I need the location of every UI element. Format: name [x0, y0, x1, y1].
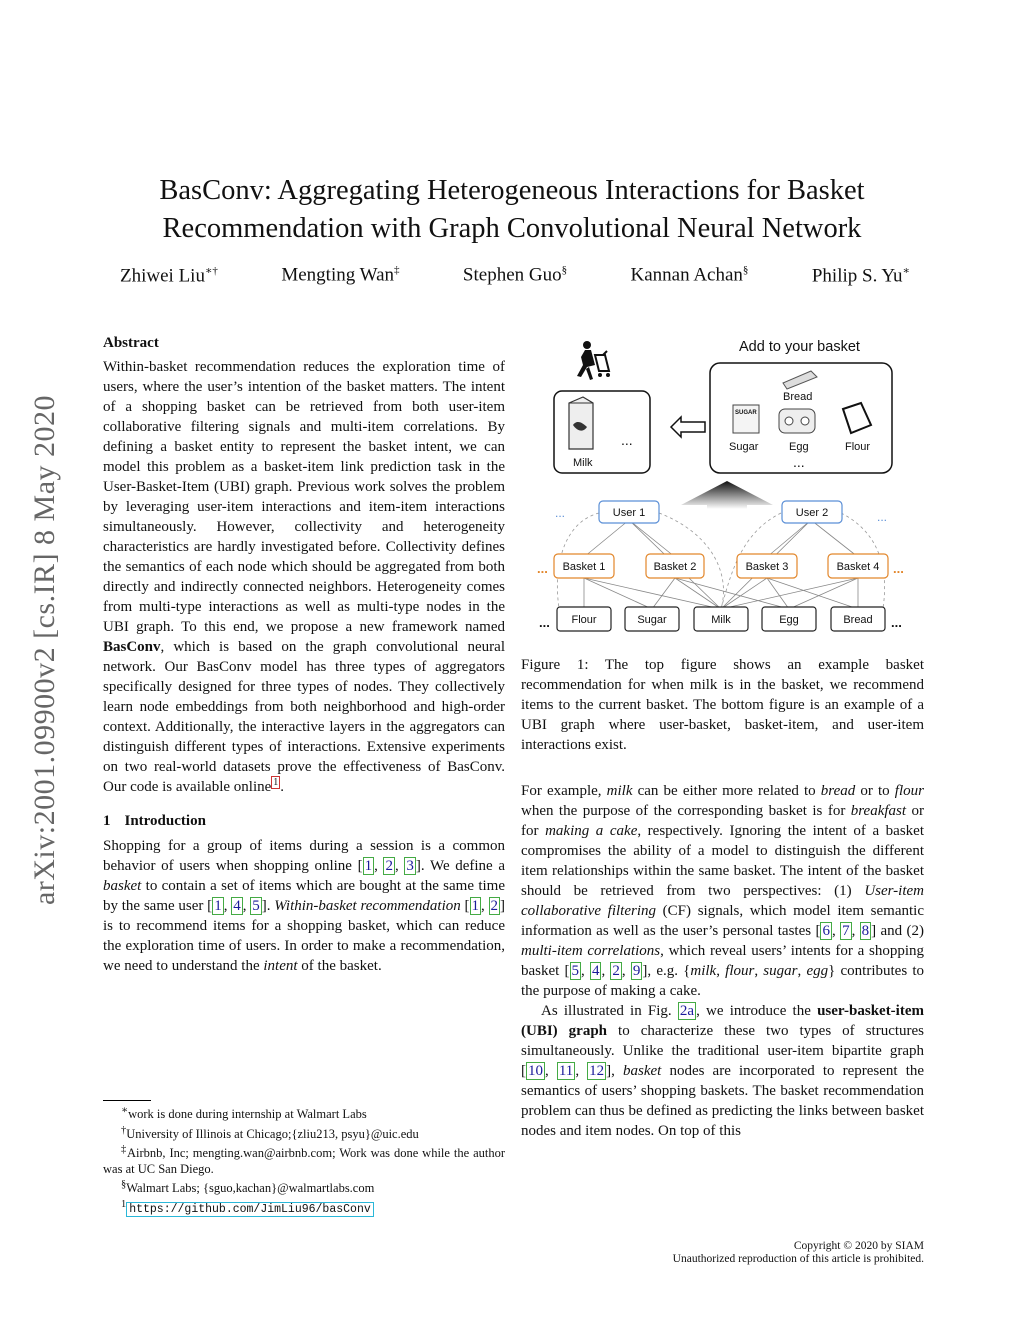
arxiv-side-identifier — [22, 365, 68, 935]
left-arrow-icon — [671, 417, 705, 437]
graph-edges — [584, 520, 858, 609]
code-url-link[interactable]: https://github.com/JimLiu96/basConv — [126, 1202, 374, 1217]
figure-1 — [521, 333, 925, 643]
user-node — [782, 501, 842, 523]
svg-text:Basket 4: Basket 4 — [836, 561, 880, 573]
milk-label: Milk — [573, 457, 593, 469]
ellipsis: ... — [537, 561, 548, 576]
shopper-cart-icon — [577, 341, 610, 380]
add-to-basket-title: Add to your basket — [739, 339, 860, 355]
basket-node — [737, 554, 797, 578]
ellipsis: ... — [891, 615, 902, 630]
footnotes — [103, 1100, 505, 1218]
milk-carton-icon — [569, 397, 593, 449]
citation-link[interactable]: 1 — [364, 858, 373, 874]
citation-link[interactable]: 2 — [612, 963, 620, 979]
citation-link[interactable]: 4 — [233, 898, 241, 914]
svg-text:Egg: Egg — [779, 614, 799, 626]
author: Mengting Wan‡ — [281, 264, 400, 286]
citation-link[interactable]: 4 — [591, 963, 600, 979]
paragraph: As illustrated in Fig. 2a , we introduce the user-basket-item (UBI) graph to characterize these two types of structures simultaneously. Unlike the traditional user-item bipartite graph [ 10 , 11 , 12 ], basket nodes are incorporated to represent the semantics of users’ shopping baskets. The basket recommendation problem can thus be defined as predicting the links between basket nodes and item nodes. On top of this — [521, 1003, 925, 1139]
abstract-heading: Abstract — [103, 335, 159, 351]
svg-text:User 2: User 2 — [795, 507, 829, 519]
citation-link[interactable]: 3 — [406, 858, 414, 874]
item-node — [831, 607, 885, 631]
footnote: ∗work is done during internship at Walmart Labs — [121, 1105, 367, 1122]
svg-text:User 1: User 1 — [612, 507, 646, 519]
item-node — [557, 607, 611, 631]
footnote: $^1$ https://github.com/JimLiu96/basConv — [103, 1197, 505, 1218]
author-list — [120, 264, 910, 287]
sugar-pack-icon — [733, 405, 759, 433]
footnote: ‡Airbnb, Inc; mengting.wan@airbnb.com; Work was done while the author was at UC San Diego. — [103, 1144, 505, 1176]
footnote: †University of Illinois at Chicago;{zliu213, psyu}@uic.edu — [121, 1124, 419, 1141]
citation-link[interactable]: 2 — [490, 898, 499, 914]
citation-link[interactable]: 8 — [861, 923, 870, 939]
citation-link[interactable]: 6 — [822, 923, 830, 939]
citation-link[interactable]: 5 — [571, 963, 580, 979]
citation-link[interactable]: 1 — [471, 898, 480, 914]
ellipsis: ... — [621, 432, 633, 448]
bread-label: Bread — [783, 391, 813, 403]
citation-link[interactable]: 10 — [528, 1063, 543, 1079]
basket-node — [828, 554, 888, 578]
footnote-link[interactable]: 1 — [273, 777, 279, 788]
abstract-text: Within-basket recommendation reduces the exploration time of users, where the user’s intention of the basket matters. The intent of a shopping basket can be retrieved from both user-item collaborative filtering signals and multi-item correlations. By defining a basket entity to represent the basket intent, we can model this problem as a basket-item link prediction task in the User-Basket-Item (UBI) graph. Previous work solves the problem by leveraging user-item interactions and item-item interactions simultaneously. However, collectivity and heterogeneity characteristics are hardly investigated before. Collectivity defines the semantics of each node which should be aggregated from both directly and indirectly connected neighbors. Heterogeneity comes from multi-type interactions as well as multi-type nodes in the UBI graph. To this end, we propose a new framework named BasConv, which is based on the graph convolutional neural network. Our BasConv model has three types of aggregators specifically designed for three types of nodes. They collectively learn node embeddings from both neighborhood and high-order context. Additionally, the interactive layers in the aggregators can distinguish different types of interactions. Extensive experiments on two real-world datasets prove the effectiveness of BasConv. Our code is available online $^1$ . — [103, 359, 505, 795]
svg-text:Milk: Milk — [711, 614, 731, 626]
author: Kannan Achan§ — [630, 264, 749, 286]
figure-reference-link[interactable]: 2a — [679, 1003, 695, 1019]
item-node — [625, 607, 679, 631]
footnote: §Walmart Labs; {sguo,kachan}@walmartlabs.com — [121, 1179, 375, 1196]
ellipsis: ... — [877, 510, 888, 524]
intro-paragraph: Shopping for a group of items during a session is a common behavior of users when shopping online [ 1 , 2 , 3 ]. We define a basket to contain a set of items which are bought at the same time by the same user [ 1 , 4 , 5 ]. Within-basket recommendation [ 1 , 2 ] is to recommend items for a shopping basket, which can reduce the exploration time of users. In order to make a recommendation, we need to understand the intent of the basket. — [103, 838, 506, 974]
citation-link[interactable]: 2 — [385, 858, 393, 874]
svg-text:Basket 3: Basket 3 — [745, 561, 789, 573]
citation-link[interactable]: 1 — [214, 898, 222, 914]
egg-label: Egg — [789, 441, 809, 453]
title-line-1: BasConv: Aggregating Heterogeneous Interactions for Basket — [159, 175, 865, 206]
copyright-notice: Copyright © 2020 by SIAM Unauthorized reproduction of this article is prohibited. — [672, 1240, 924, 1265]
item-node — [762, 607, 816, 631]
ellipsis: ... — [893, 561, 904, 576]
citation-link[interactable]: 7 — [842, 923, 850, 939]
left-column — [103, 333, 505, 976]
figure-1-caption: Figure 1: The top figure shows an example basket recommendation for when milk is in the basket, we recommend items to the current basket. The bottom figure is an example of a UBI graph where user-basket, basket-item, and user-item interactions exist. — [521, 657, 924, 753]
paragraph: For example, milk can be either more related to bread or to flour when the purpose of the corresponding basket is for breakfast or for making a cake, respectively. Ignoring the intent of a basket compromises the ability of a model to distinguish the different item relationships within the same basket. The intent of the basket should be retrieved from two perspectives: (1) User-item collaborative filtering (CF) signals, which model item semantic information as well as the user’s personal tastes [ 6 , 7 , 8 ] and (2) multi-item correlations, which reveal users’ intents for a shopping basket [ 5 , 4 , 2 , 9 ], e.g. {milk, flour, sugar, egg} contributes to the purpose of making a cake. — [521, 783, 925, 999]
basket-node — [554, 554, 614, 578]
svg-text:SUGAR: SUGAR — [735, 410, 757, 416]
title-line-2: Recommendation with Graph Convolutional Neural Network — [162, 213, 862, 244]
footnote-rule — [103, 1100, 151, 1101]
up-arrow-icon — [681, 481, 773, 509]
svg-text:Bread: Bread — [843, 614, 873, 626]
citation-link[interactable]: 12 — [589, 1063, 605, 1079]
ellipsis: ... — [539, 615, 550, 630]
arxiv-id-text: arXiv:2001.09900v2 [cs.IR] 8 May 2020 — [28, 394, 61, 906]
basket-node — [646, 554, 704, 578]
author: Philip S. Yu∗ — [811, 265, 910, 287]
svg-text:Flour: Flour — [571, 614, 597, 626]
svg-text:Basket 1: Basket 1 — [562, 561, 606, 573]
citation-link[interactable]: 9 — [632, 963, 641, 979]
svg-text:Basket 2: Basket 2 — [653, 561, 697, 573]
author: Stephen Guo§ — [462, 264, 568, 286]
ellipsis: ... — [555, 506, 566, 520]
sugar-label: Sugar — [729, 441, 759, 453]
section-heading-introduction: 1 Introduction — [103, 813, 206, 829]
egg-carton-icon — [779, 409, 815, 433]
citation-link[interactable]: 11 — [558, 1063, 574, 1079]
right-column-body — [521, 781, 924, 1141]
author: Zhiwei Liu∗† — [120, 265, 218, 287]
item-node — [694, 607, 748, 631]
citation-link[interactable]: 5 — [252, 898, 260, 914]
flour-label: Flour — [845, 441, 871, 453]
user-node — [599, 501, 659, 523]
svg-text:Sugar: Sugar — [637, 614, 667, 626]
paper-title — [100, 172, 924, 248]
ellipsis: ... — [793, 454, 805, 470]
